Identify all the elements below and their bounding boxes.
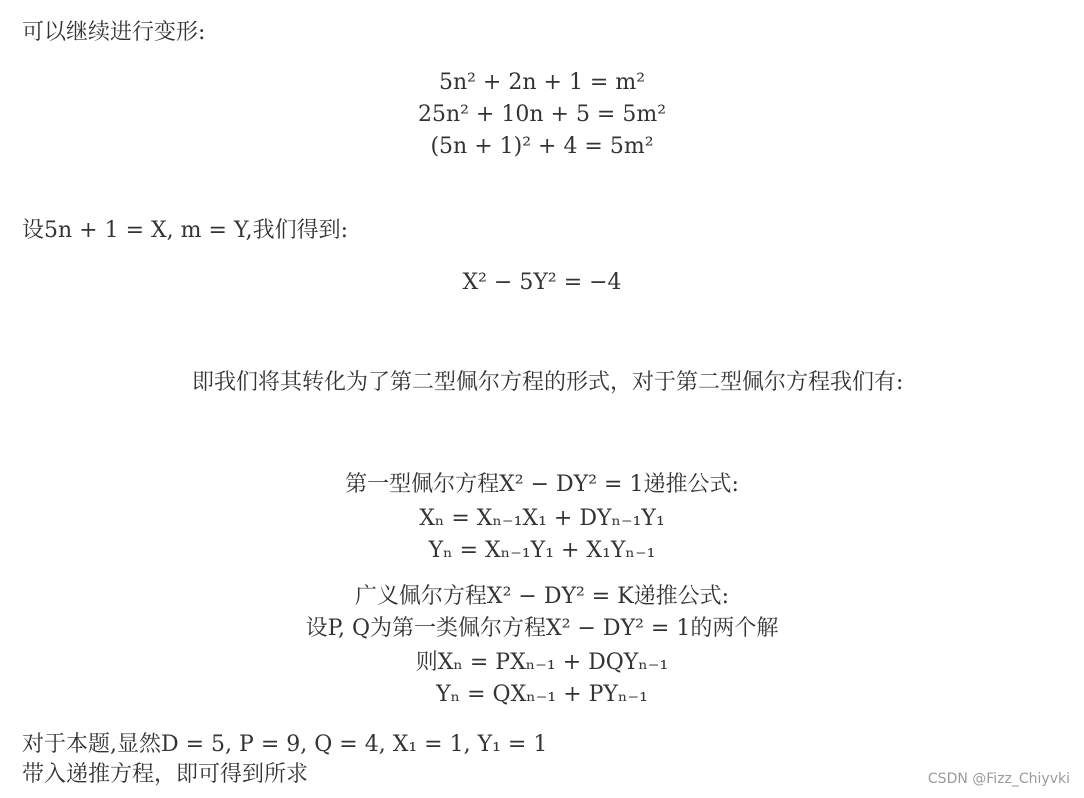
equation-line-2: 25n² + 10n + 5 = 5m² xyxy=(417,102,667,127)
substitution-text xyxy=(22,216,348,246)
transition-text: 即我们将其转化为了第二型佩尔方程的形式，对于第二型佩尔方程我们有: xyxy=(192,370,904,395)
block2-line1-suffix: 的两个解 xyxy=(690,616,779,641)
block2-line2-math: Xₙ = PXₙ₋₁ + DQYₙ₋₁ xyxy=(437,650,669,675)
block2-line-2 xyxy=(0,648,1084,678)
conclusion-line-2: 带入递推方程，即可得到所求 xyxy=(22,762,309,787)
substitution-math: 5n + 1 = X, m = Y, xyxy=(44,218,253,243)
block2-title xyxy=(0,582,1084,612)
watermark: CSDN @Fizz_Chiyvki xyxy=(927,771,1070,787)
equation-pell-2: X² − 5Y² = −4 xyxy=(462,270,622,295)
conclusion-line-1 xyxy=(22,730,547,760)
block1-title-suffix: 递推公式: xyxy=(643,472,739,497)
block2-line-3: Yₙ = QXₙ₋₁ + PYₙ₋₁ xyxy=(436,682,648,707)
substitution-prefix: 设 xyxy=(22,218,45,243)
conclusion1-prefix: 对于本题,显然 xyxy=(22,732,161,757)
block1-title-prefix: 第一型佩尔方程 xyxy=(345,472,500,497)
block2-line1-prefix: 设 xyxy=(305,616,328,641)
block1-title xyxy=(0,470,1084,500)
block1-line-1: Xₙ = Xₙ₋₁X₁ + DYₙ₋₁Y₁ xyxy=(419,506,665,531)
block2-title-math: X² − DY² = K xyxy=(486,584,634,609)
substitution-suffix: 我们得到: xyxy=(252,218,349,243)
equation-line-3: (5n + 1)² + 4 = 5m² xyxy=(430,134,654,159)
block2-line1-math2: X² − DY² = 1 xyxy=(546,616,691,641)
block2-line1-math: P, Q xyxy=(327,616,371,641)
block2-line1-mid: 为第一类佩尔方程 xyxy=(370,616,547,641)
equation-line-1: 5n² + 2n + 1 = m² xyxy=(438,70,646,95)
block1-line-2: Yₙ = Xₙ₋₁Y₁ + X₁Yₙ₋₁ xyxy=(428,538,656,563)
block2-line2-prefix: 则 xyxy=(415,650,438,675)
conclusion1-math: D = 5, P = 9, Q = 4, X₁ = 1, Y₁ = 1 xyxy=(161,732,548,757)
block2-line-1 xyxy=(0,614,1084,644)
block1-title-math: X² − DY² = 1 xyxy=(499,472,644,497)
intro-text: 可以继续进行变形: xyxy=(22,20,206,45)
block2-title-prefix: 广义佩尔方程 xyxy=(354,584,487,609)
block2-title-suffix: 递推公式: xyxy=(633,584,730,609)
